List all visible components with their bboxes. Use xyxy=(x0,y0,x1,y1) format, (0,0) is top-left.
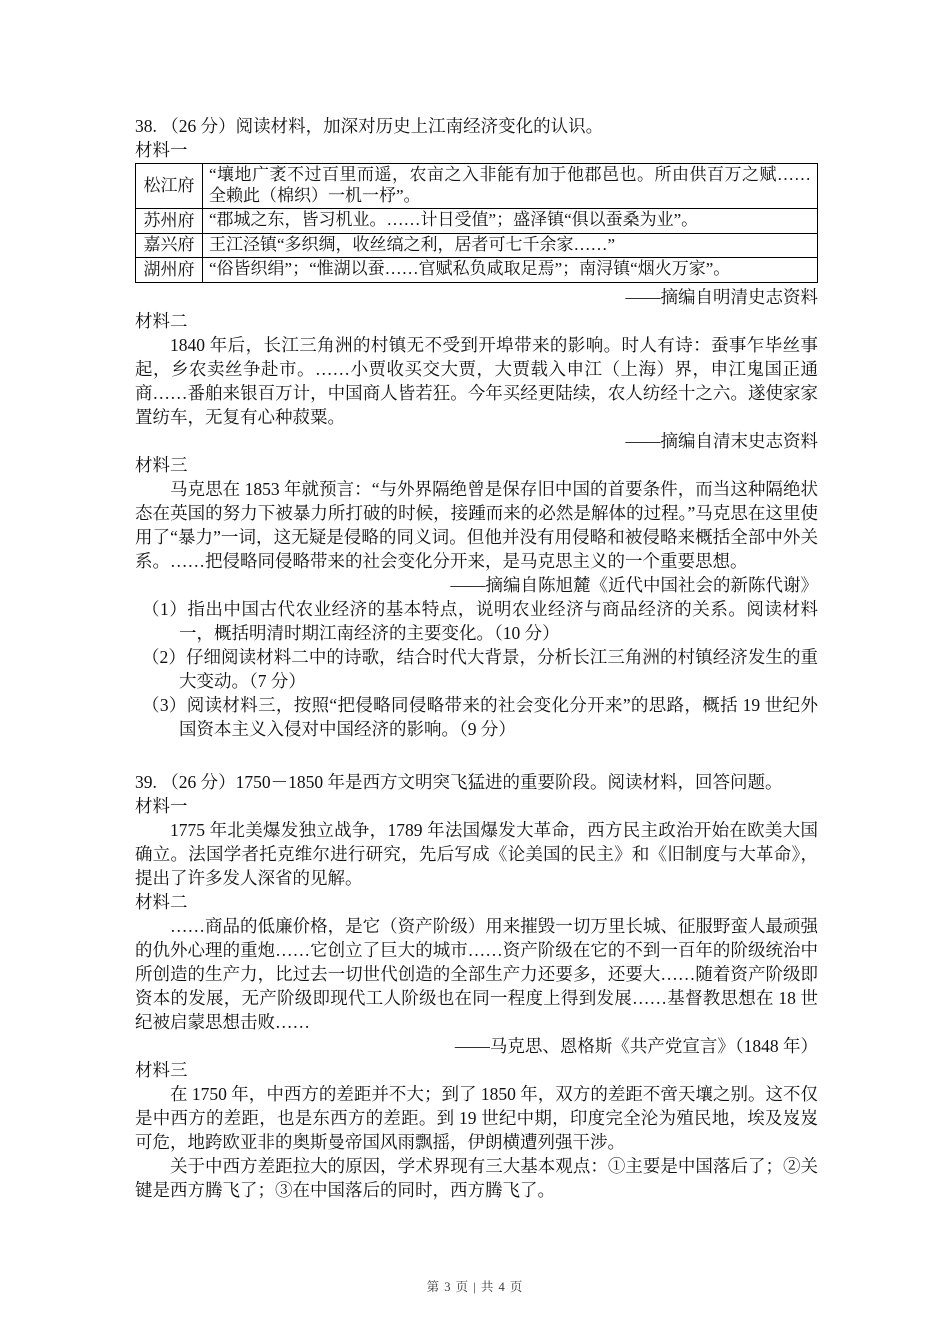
q39-material-3-paragraph-2: 关于中西方差距拉大的原因，学术界现有三大基本观点：①主要是中国落后了；②关键是西方腾飞了；③在中国落后的同时，西方腾飞了。 xyxy=(135,1155,818,1200)
subquestion-text: 仔细阅读材料二中的诗歌，结合时代大背景，分析长江三角洲的村镇经济发生的重大变动。（7 分） xyxy=(179,646,819,691)
q38-material-1-source: ——摘编自明清史志资料 xyxy=(625,286,818,307)
quote-cell: “郡城之东，皆习机业。……计日受值”；盛泽镇“俱以蚕桑为业”。 xyxy=(203,209,818,234)
table-row xyxy=(136,258,818,283)
q38-material-2-source: ——摘编自清末史志资料 xyxy=(625,430,818,451)
table-row xyxy=(136,164,818,209)
q38-material-2-text: 1840 年后，长江三角洲的村镇无不受到开埠带来的影响。时人有诗：蚕事乍毕丝事起，乡农卖丝争赴市。……小贾收买交大贾，大贾载入申江（上海）界，申江鬼国正通商……番舶来银百万计，中国商人皆若狂。今年买经更陆续，农人纺经十之六。遂使家家置纺车，无复有心种菽粟。 xyxy=(135,334,818,427)
q38-material-1-table xyxy=(135,163,818,283)
page-number-footer: 第 3 页 | 共 4 页 xyxy=(426,1280,524,1294)
subquestion-number: （2） xyxy=(142,646,186,667)
region-cell: 湖州府 xyxy=(136,258,203,283)
subquestion-text: 阅读材料三，按照“把侵略同侵略带来的社会变化分开来”的思路，概括 19 世纪外国资本主义入侵对中国经济的影响。（9 分） xyxy=(179,694,818,739)
region-cell: 苏州府 xyxy=(136,209,203,234)
q38-material-1-label: 材料一 xyxy=(135,140,188,160)
q39-material-1-text: 1775 年北美爆发独立战争，1789 年法国爆发大革命，西方民主政治开始在欧美大国确立。法国学者托克维尔进行研究，先后写成《论美国的民主》和《旧制度与大革命》，提出了许多发人深省的见解。 xyxy=(135,819,818,888)
question-39-header: 39. （26 分）1750－1850 年是西方文明突飞猛进的重要阶段。阅读材料，回答问题。 xyxy=(135,771,783,792)
q39-material-3-paragraph-1: 在 1750 年，中西方的差距并不大；到了 1850 年，双方的差距不啻天壤之别。这不仅是中西方的差距，也是东西方的差距。到 19 世纪中期，印度完全沦为殖民地，埃及岌岌可危，地跨欧亚非的奥斯曼帝国风雨飘摇，伊朗横遭列强干涉。 xyxy=(135,1083,818,1152)
region-cell: 松江府 xyxy=(136,164,203,209)
q38-subquestion-1 xyxy=(142,597,818,645)
question-39 xyxy=(135,770,818,1202)
quote-cell: “壤地广袤不过百里而遥，农亩之入非能有加于他郡邑也。所由供百万之赋……全赖此（棉织）一机一杼”。 xyxy=(203,164,818,209)
q39-material-2-label: 材料二 xyxy=(135,891,188,912)
page-content xyxy=(135,114,818,1202)
q38-material-2-label: 材料二 xyxy=(135,310,188,331)
q38-material-3-source: ——摘编自陈旭麓《近代中国社会的新陈代谢》 xyxy=(450,574,818,595)
q38-subquestion-3 xyxy=(142,693,818,741)
q38-subquestion-2 xyxy=(142,645,818,693)
region-cell: 嘉兴府 xyxy=(136,233,203,258)
q39-material-3-label: 材料三 xyxy=(135,1059,188,1080)
q39-material-2-source: ——马克思、恩格斯《共产党宣言》（1848 年） xyxy=(454,1035,818,1056)
question-38-header: 38. （26 分）阅读材料，加深对历史上江南经济变化的认识。 xyxy=(135,116,604,136)
quote-cell: 王江泾镇“多织绸，收丝缟之利，居者可七千余家……” xyxy=(203,233,818,258)
q39-material-2-text: ……商品的低廉价格，是它（资产阶级）用来摧毁一切万里长城、征服野蛮人最顽强的仇外心理的重炮……它创立了巨大的城市……资产阶级在它的不到一百年的阶级统治中所创造的生产力，比过去一切世代创造的全部生产力还要多，还要大……随着资产阶级即资本的发展，无产阶级即现代工人阶级也在同一程度上得到发展……基督教思想在 18 世纪被启蒙思想击败…… xyxy=(135,915,818,1032)
q39-material-1-label: 材料一 xyxy=(135,795,188,816)
subquestion-number: （1） xyxy=(142,598,188,619)
subquestion-number: （3） xyxy=(142,694,187,715)
table-row xyxy=(136,209,818,234)
q38-material-3-label: 材料三 xyxy=(135,454,188,475)
question-38 xyxy=(135,114,818,741)
subquestion-text: 指出中国古代农业经济的基本特点，说明农业经济与商品经济的关系。阅读材料一，概括明清时期江南经济的主要变化。（10 分） xyxy=(179,598,819,643)
q38-material-3-text: 马克思在 1853 年就预言：“与外界隔绝曾是保存旧中国的首要条件，而当这种隔绝状态在英国的努力下被暴力所打破的时候，接踵而来的必然是解体的过程。”马克思在这里使用了“暴力”一词，这无疑是侵略的同义词。但他并没有用侵略和被侵略来概括全部中外关系。……把侵略同侵略带来的社会变化分开来，是马克思主义的一个重要思想。 xyxy=(135,478,818,571)
table-row xyxy=(136,233,818,258)
quote-cell: “俗皆织绢”；“惟湖以蚕……官赋私负咸取足焉”；南浔镇“烟火万家”。 xyxy=(203,258,818,283)
